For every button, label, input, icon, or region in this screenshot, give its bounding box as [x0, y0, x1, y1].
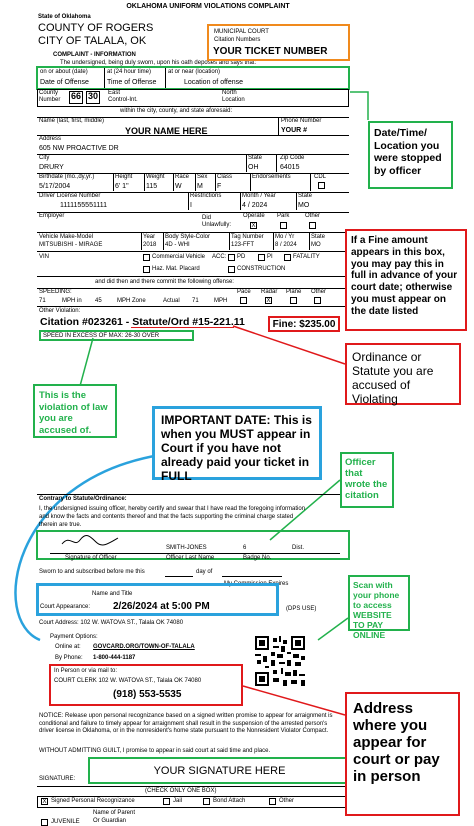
- qr-code-image: [255, 636, 305, 686]
- commercial-label: Commercial Vehicle: [152, 254, 206, 260]
- county-name: COUNTY OF ROGERS: [38, 22, 154, 34]
- dps-use-label: (DPS USE): [286, 606, 317, 612]
- radar-label: Radar: [261, 289, 278, 295]
- officer-signature-image: [60, 532, 120, 550]
- commission-expires: My Commission Expires: [224, 581, 289, 587]
- vin-label: VIN: [39, 254, 50, 260]
- clerk-address: COURT CLERK 102 W. WATOVA ST., Talala OK 74080: [54, 678, 202, 684]
- zone-value: 45: [95, 298, 102, 304]
- mail-label: In Person or via mail to:: [54, 668, 118, 674]
- driver-address: 605 NW PROACTIVE DR: [39, 145, 119, 152]
- body-style-label: Body Style-Color: [165, 234, 211, 240]
- other-violation-label: Other Violation:: [39, 308, 81, 314]
- hazmat-checkbox[interactable]: [143, 266, 150, 273]
- tag-number-label: Tag Number: [231, 234, 264, 240]
- dl-number: 1111155551111: [60, 202, 107, 209]
- race: W: [175, 183, 182, 190]
- violation-description: SPEED IN EXCESS OF MAX: 26-30 OVER: [39, 330, 194, 341]
- on-or-about-label: on or about (date): [40, 69, 88, 75]
- officer-last-name: SMITH-JONES: [166, 545, 207, 551]
- employer-label: Employer: [39, 213, 65, 219]
- county-number-1: 66: [69, 91, 83, 104]
- sex-label: Sex: [197, 174, 208, 180]
- driver-name: YOUR NAME HERE: [125, 126, 208, 136]
- spr-checkbox[interactable]: X: [42, 799, 47, 805]
- dl-state-label: State: [298, 193, 313, 199]
- dist-label: Dist.: [292, 545, 304, 551]
- parent-name-label: Name of Parent: [93, 810, 136, 816]
- callout-fine: If a Fine amount appears in this box, you may pay this in full in advance of your court date; otherwise you must appear on the date listed: [345, 229, 467, 331]
- guardian-label: Or Guardian: [93, 818, 127, 824]
- sworn-text: The undersigned, being duly sworn, upon his oath deposes and says that:: [60, 60, 257, 66]
- birthdate-label: Birthdate (mo.,dy,yr.): [39, 174, 95, 180]
- driver-state: OH: [248, 164, 259, 171]
- endorsements-label: Endorsements: [252, 174, 291, 180]
- driver-city: DRURY: [39, 164, 64, 171]
- zip-label: Zip Code: [280, 155, 305, 161]
- callout-violation: This is the violation of law you are accused of.: [33, 384, 117, 438]
- badge-number-label: Badge No.: [243, 555, 272, 561]
- officer-signature-label: Signature of Officer: [65, 555, 117, 561]
- at-location-label: at or near (location): [168, 69, 221, 75]
- time-of-offense: Time of Offense: [107, 79, 157, 86]
- notice-text: NOTICE: Release upon personal recognizance based on a signed written promise to appear for arraignment is conditional and failure to timely appear for arraignment shall result in the suspension of the arrested person's driver license in Oklahoma, or in the nonresident's home state pursuant to the Nonresident Violator Compact.: [39, 713, 333, 734]
- cdl-label: CDL: [314, 174, 327, 180]
- other-checkbox[interactable]: [309, 222, 316, 229]
- vehicle-make: MITSUBISHI - MIRAGE: [39, 242, 103, 248]
- payment-options-label: Payment Options:: [50, 634, 98, 640]
- online-label: Online at:: [55, 644, 81, 650]
- callout-scan: Scan with your phone to access WEBSITE TO PAY ONLINE: [348, 575, 410, 631]
- jail-label: Jail: [173, 798, 183, 804]
- court-appearance-label: Court Appearance:: [40, 604, 91, 610]
- county-number-2: 30: [86, 91, 100, 104]
- online-payment-link[interactable]: GOVCARD.ORG/TOWN-OF-TALALA: [93, 644, 195, 650]
- tag-state-label: State: [311, 234, 326, 240]
- bond-label: Bond Attach: [213, 798, 246, 804]
- did-unlawfully-label: Did Unlawfully:: [202, 215, 232, 228]
- form-title: OKLAHOMA UNIFORM VIOLATIONS COMPLAINT: [126, 3, 290, 10]
- statute-underline: [131, 327, 234, 328]
- park-checkbox[interactable]: [280, 222, 287, 229]
- name-label: Name (last, first, middle): [39, 118, 105, 124]
- signature-box[interactable]: [88, 757, 351, 784]
- municipal-court-label: MUNICIPAL COURT: [214, 29, 269, 35]
- signature-placeholder: YOUR SIGNATURE HERE: [153, 765, 286, 777]
- tag-mo-yr-label: Mo / Yr: [275, 234, 295, 240]
- ticket-number: YOUR TICKET NUMBER: [213, 46, 328, 57]
- jail-checkbox[interactable]: [163, 798, 170, 805]
- vehicle-year-label: Year: [143, 234, 156, 240]
- city-label: City: [39, 155, 50, 161]
- mph-label: MPH: [214, 298, 228, 304]
- payment-phone: 1-800-444-1187: [93, 655, 136, 661]
- operate-label: Operate: [243, 213, 265, 219]
- vehicle-make-label: Vehicle Make-Model: [39, 234, 94, 240]
- actual-label: Actual: [163, 298, 180, 304]
- fatality-label: FATALITY: [293, 254, 320, 260]
- contrary-label: Contrary to Statute/Ordinance:: [39, 496, 127, 502]
- juvenile-label: JUVENILE: [51, 819, 80, 825]
- sex: M: [197, 183, 203, 190]
- clerk-phone: (918) 553-5535: [113, 689, 182, 700]
- speed-other-checkbox[interactable]: [314, 297, 321, 304]
- mph-in-label: MPH in: [62, 298, 82, 304]
- address-label: Address: [39, 136, 62, 142]
- tag-state: MO: [311, 242, 321, 248]
- commit-text: and did then and there commit the following offense:: [95, 279, 234, 285]
- dl-state: MO: [298, 202, 310, 209]
- callout-date-time: Date/Time/ Location you were stopped by officer: [368, 121, 453, 189]
- ticket-number-box: [207, 24, 350, 61]
- date-of-offense: Date of Offense: [40, 79, 89, 86]
- tag-mo-yr: 8 / 2024: [275, 242, 297, 248]
- check-one-label: (CHECK ONLY ONE BOX): [145, 788, 217, 794]
- dl-month-year: 4 / 2024: [242, 202, 268, 209]
- city-name: CITY OF TALALA, OK: [38, 35, 147, 47]
- weight-label: Weight: [146, 174, 165, 180]
- class-label: Class: [217, 174, 233, 180]
- license-class: F: [217, 183, 222, 190]
- pi-label: PI: [267, 254, 273, 260]
- citation-text: Citation #023261 - Statute/Ord #15-221.11: [40, 316, 245, 328]
- day-of-label: day of: [196, 569, 213, 575]
- within-text: within the city, county, and state aforesaid:: [120, 108, 233, 114]
- operate-checkbox[interactable]: X: [251, 223, 256, 229]
- citation-numbers-label: Citation Numbers: [214, 37, 261, 43]
- officer-last-name-label: Officer Last Name: [166, 555, 215, 561]
- dl-month-year-label: Month / Year: [242, 193, 276, 199]
- release-other-label: Other: [279, 798, 295, 804]
- hazmat-label: Haz. Mat. Placard: [152, 266, 200, 272]
- plane-label: Plane: [286, 289, 302, 295]
- release-other-checkbox[interactable]: [269, 798, 276, 805]
- mph-zone-label: MPH Zone: [117, 298, 146, 304]
- speed-value: 71: [39, 298, 46, 304]
- acc-label: ACC:: [212, 254, 227, 260]
- height-label: Height: [115, 174, 133, 180]
- plane-checkbox[interactable]: [290, 297, 297, 304]
- body-style: 4D - WHI: [165, 242, 190, 248]
- county-row: [37, 89, 349, 107]
- callout-ordinance: Ordinance or Statute you are accused of Violating: [345, 343, 461, 405]
- pi-checkbox[interactable]: [258, 254, 265, 261]
- name-and-title-label: Name and Title: [92, 591, 133, 597]
- callout-officer: Officer that wrote the citation: [340, 452, 394, 508]
- speed-other-label: Other: [311, 289, 327, 295]
- pd-label: PD: [237, 254, 246, 260]
- spr-label: Signed Personal Recognizance: [51, 798, 135, 804]
- speeding-label: SPEEDING:: [39, 289, 72, 295]
- north-location-label: North Location: [222, 90, 245, 103]
- callout-address: Address where you appear for court or pay in person: [345, 692, 460, 816]
- badge-number: 6: [243, 545, 247, 551]
- location-of-offense: Location of offense: [184, 79, 244, 86]
- fine-amount: Fine: $235.00: [268, 316, 340, 332]
- callout-important-date: IMPORTANT DATE: This is when you MUST appear in Court if you have not already paid your ticket in FULL: [152, 406, 322, 480]
- pd-checkbox[interactable]: [228, 254, 235, 261]
- juvenile-checkbox[interactable]: [41, 819, 48, 826]
- actual-value: 71: [192, 298, 199, 304]
- fatality-checkbox[interactable]: [284, 254, 291, 261]
- dl-label: Driver License Number: [39, 193, 101, 199]
- driver-zip: 64015: [280, 164, 300, 171]
- height: 6' 1": [115, 183, 129, 190]
- cdl-checkbox[interactable]: [318, 182, 325, 189]
- vehicle-year: 2018: [143, 242, 157, 248]
- radar-checkbox[interactable]: X: [266, 298, 271, 304]
- race-label: Race: [175, 174, 190, 180]
- tag-number: 123-FFT: [231, 242, 255, 248]
- construction-label: CONSTRUCTION: [237, 266, 286, 272]
- sworn-subscribed-text: Sworn to and subscribed before me this: [39, 569, 145, 575]
- promise-text: WITHOUT ADMITTING GUILT, I promise to appear in said court at said time and place.: [39, 748, 271, 754]
- park-label: Park: [277, 213, 290, 219]
- restrictions: I: [190, 202, 192, 209]
- other-label: Other: [305, 213, 321, 219]
- pace-label: Pace: [237, 289, 251, 295]
- commercial-checkbox[interactable]: [143, 254, 150, 261]
- east-control-label: East Control-Int.: [108, 90, 138, 103]
- court-address: Court Address: 102 W. WATOVA ST., Talala OK 74080: [39, 620, 184, 626]
- signature-label: SIGNATURE:: [39, 776, 76, 782]
- phone-label-2: By Phone:: [55, 655, 83, 661]
- restrictions-label: Restrictions: [190, 193, 222, 199]
- state-label: State of Oklahoma: [38, 14, 91, 20]
- weight: 115: [146, 183, 158, 190]
- qr-code[interactable]: [255, 636, 305, 686]
- state-label-2: State: [248, 155, 263, 161]
- at-time-label: at (24 hour time): [107, 69, 152, 75]
- complaint-label: COMPLAINT - INFORMATION: [53, 52, 136, 58]
- county-number-label: County Number: [39, 90, 61, 103]
- phone-label: Phone Number: [281, 118, 322, 124]
- certify-text: I, the undersigned issuing officer, hereby certify and swear that I have read the foregoing information and know the facts and contents thereof and that the facts supporting the criminal charge stated therein are true.: [39, 506, 306, 528]
- construction-checkbox[interactable]: [228, 266, 235, 273]
- birthdate: 5/17/2004: [39, 183, 71, 190]
- pace-checkbox[interactable]: [240, 297, 247, 304]
- driver-phone: YOUR #: [281, 127, 308, 134]
- court-appearance-date: 2/26/2024 at 5:00 PM: [113, 601, 210, 612]
- date-time-highlight: [36, 66, 350, 90]
- bond-checkbox[interactable]: [203, 798, 210, 805]
